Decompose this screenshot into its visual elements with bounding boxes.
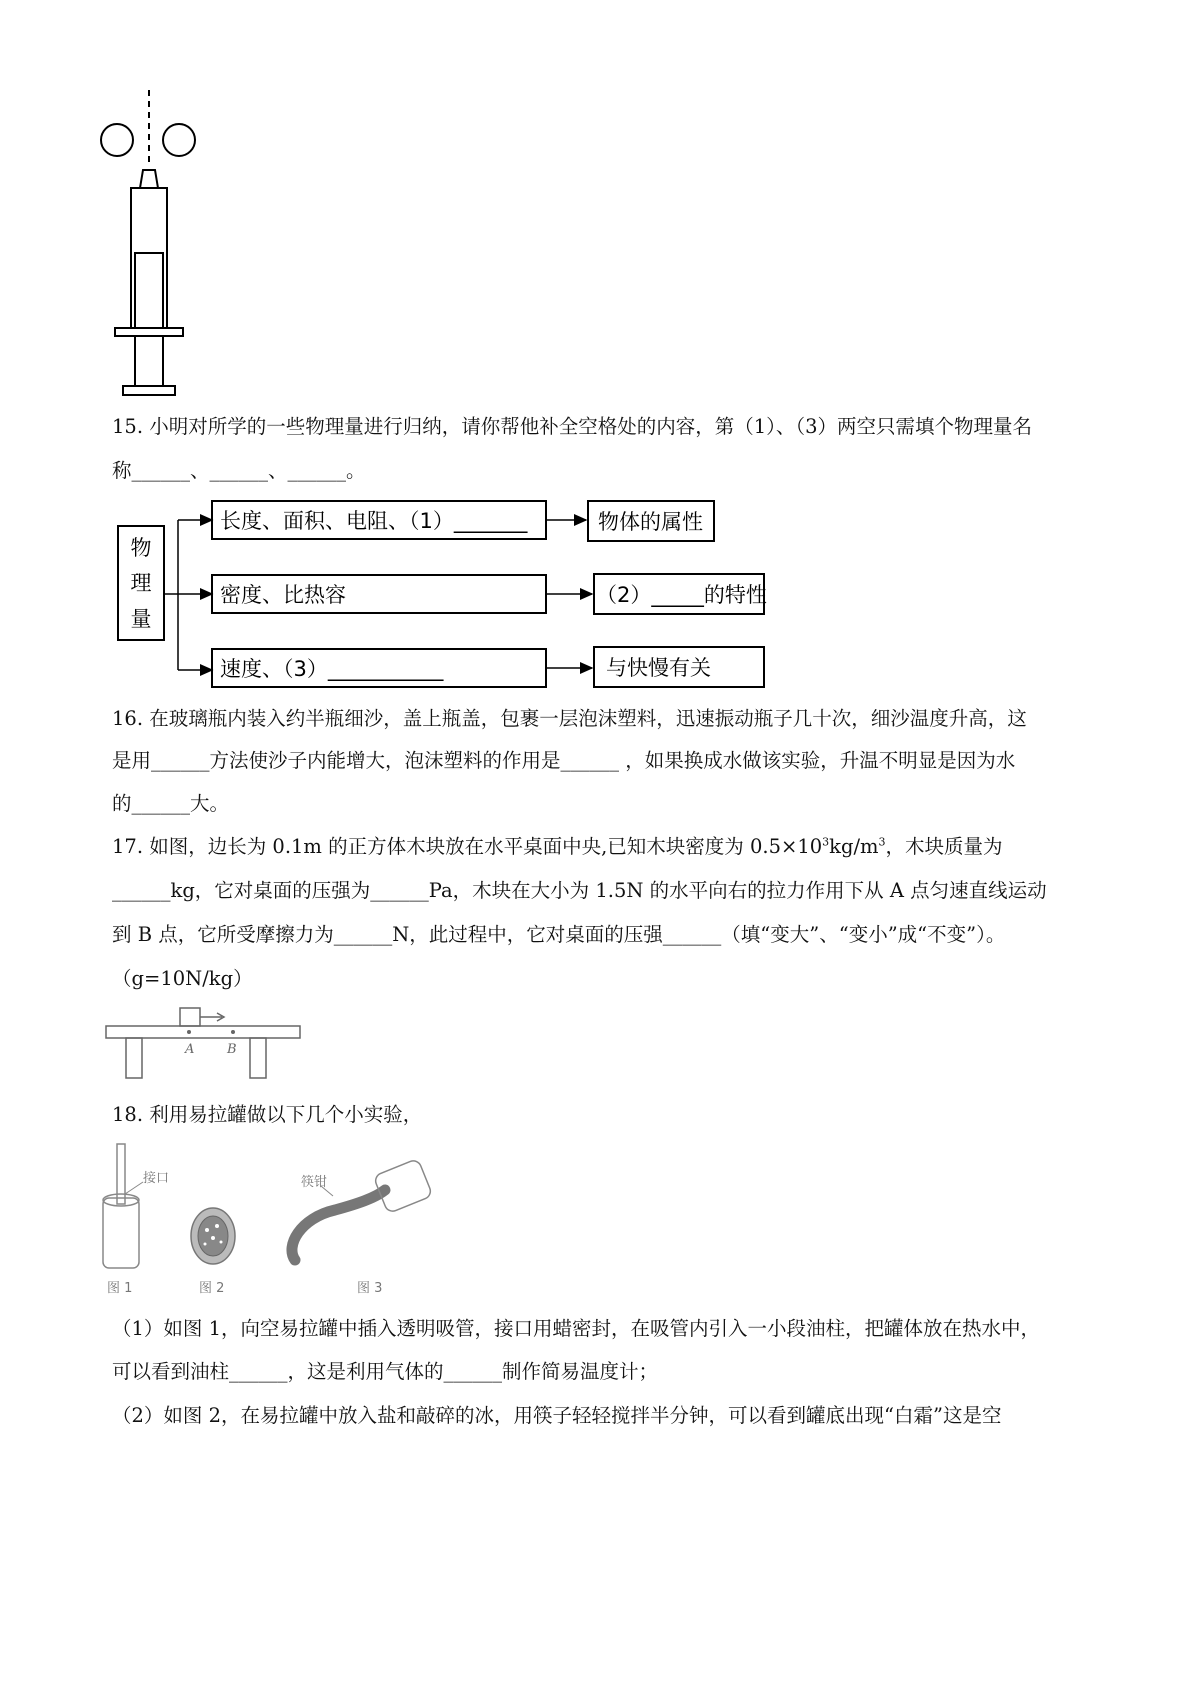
syringe-plunger-head — [135, 253, 163, 328]
q17-line1-a: 17. 如图，边长为 0.1m 的正方体木块放在水平桌面中央,已知木块密度为 0.5×10 — [112, 835, 823, 858]
syringe-barrel — [131, 188, 167, 328]
wood-block — [180, 1008, 200, 1026]
left-ball — [101, 124, 133, 156]
q17-line2: ______kg，它对桌面的压强为______Pa，木块在大小为 1.5N 的水平向右的拉力作用下从 A 点匀速直线运动 — [112, 879, 1047, 902]
row1-box-text: 长度、面积、电阻、（1）_______ — [220, 509, 528, 533]
root-char-1: 物 — [130, 536, 152, 560]
syringe-flange — [115, 328, 183, 336]
q17-line1-c: ，木块质量为 — [885, 835, 1003, 858]
q17-exponent-1: 3 — [822, 835, 830, 849]
fig3-tongs-label: 筷钳 — [301, 1175, 328, 1190]
q15-line1: 15. 小明对所学的一些物理量进行归纳，请你帮他补全空格处的内容，第（1）、（3）两空只需填个物理量名 — [112, 415, 1033, 438]
point-a-label: A — [185, 1042, 195, 1057]
root-char-2: 理 — [130, 571, 152, 595]
root-char-3: 量 — [130, 607, 152, 631]
row1-result-text: 物体的属性 — [598, 510, 703, 534]
q17-exponent-2: 3 — [878, 835, 886, 849]
q16-line2: 是用______方法使沙子内能增大，泡沫塑料的作用是______ ，如果换成水做该实验，升温不明显是因为水 — [112, 749, 1016, 772]
caption-fig1: 图 1 — [107, 1281, 133, 1296]
q18-part1-line2: 可以看到油柱______，这是利用气体的______制作简易温度计； — [112, 1360, 659, 1383]
row3-box-text: 速度、（3）___________ — [220, 657, 444, 681]
q17-line4: （g=10N/kg） — [112, 967, 253, 990]
can-body-1 — [103, 1198, 139, 1268]
point-b-label: B — [227, 1042, 237, 1057]
q17-table-figure — [100, 1000, 310, 1085]
q18-can-figures — [95, 1138, 455, 1298]
tongs — [292, 1190, 385, 1260]
q15-line2: 称______、______、______。 — [112, 459, 366, 482]
right-ball — [163, 124, 195, 156]
q16-line1: 16. 在玻璃瓶内装入约半瓶细沙，盖上瓶盖，包裹一层泡沫塑料，迅速振动瓶子几十次，细沙温度升高，这 — [112, 707, 1027, 730]
syringe-thumb-rest — [123, 386, 175, 395]
syringe-plunger-rod — [135, 336, 163, 386]
row2-box-text: 密度、比热容 — [220, 583, 346, 607]
caption-fig2: 图 2 — [199, 1281, 225, 1296]
table-left-leg — [126, 1038, 142, 1078]
syringe-figure — [95, 88, 205, 403]
q15-classification-diagram — [112, 498, 792, 698]
row2-result-text: （2）_____的特性 — [596, 583, 767, 607]
syringe-nozzle — [140, 170, 158, 188]
table-top — [106, 1026, 300, 1038]
q18-part2-line1: （2）如图 2，在易拉罐中放入盐和敲碎的冰，用筷子轻轻搅拌半分钟，可以看到罐底出现“白霜”这是空 — [112, 1404, 1002, 1427]
q17-line1 — [112, 833, 1003, 861]
q18-line1: 18. 利用易拉罐做以下几个小实验， — [112, 1103, 423, 1126]
q17-line1-b: kg/m — [829, 835, 879, 858]
caption-fig3: 图 3 — [357, 1281, 383, 1296]
q16-line3: 的______大。 — [112, 792, 230, 815]
q18-part1-line1: （1）如图 1，向空易拉罐中插入透明吸管，接口用蜡密封，在吸管内引入一小段油柱，把罐体放在热水中， — [112, 1317, 1041, 1340]
table-right-leg — [250, 1038, 266, 1078]
row3-result-text: 与快慢有关 — [606, 656, 711, 680]
q17-line3: 到 B 点，它所受摩擦力为______N，此过程中，它对桌面的压强______（填“变大”、“变小”成“不变”）。 — [112, 923, 1006, 946]
fig1-interface-label: 接口 — [143, 1171, 170, 1186]
straw — [117, 1144, 125, 1204]
